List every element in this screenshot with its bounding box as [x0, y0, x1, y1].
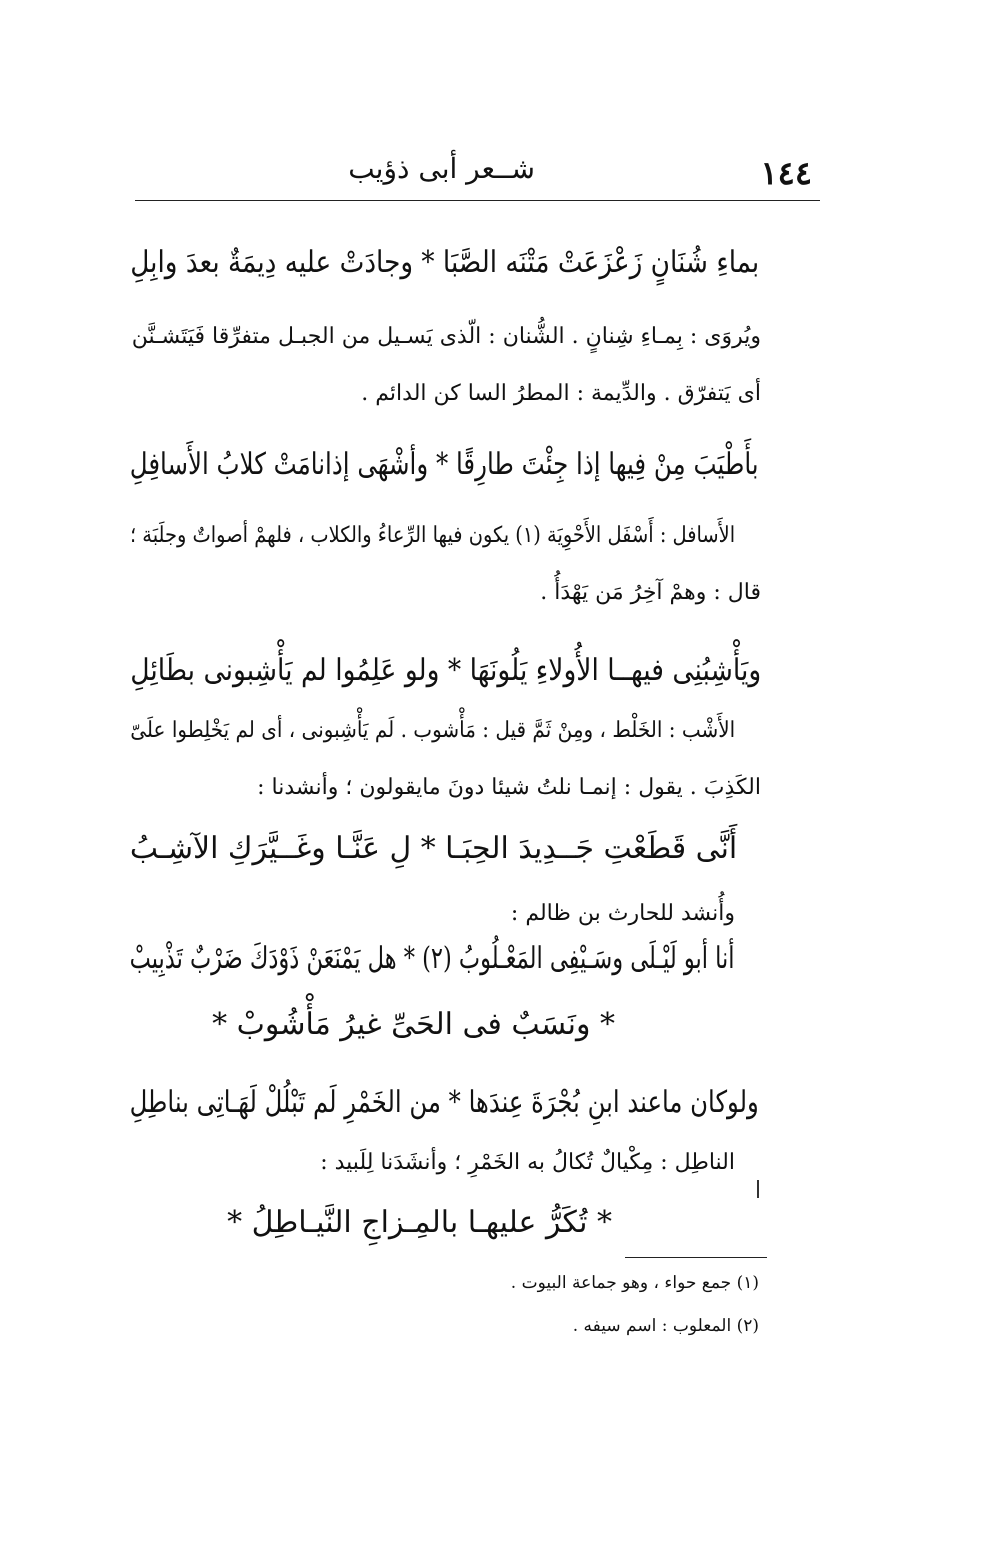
quoted-verse-line: * تُكَرُّ عليهـا بالمِـزاجِ النَّيـاطِلُ *: [227, 1205, 612, 1240]
footnote: (٢) المعلوب : اسم سيفه .: [572, 1316, 759, 1336]
quoted-verse-line: أنا أبو لَيْـلَى وسَـيْفِى المَعْـلُوبُ (٢) * هل يَمْنَعَنْ ذَوْدَكَ ضَرْبٌ تَذْبِيبْ: [130, 941, 735, 976]
verse-line: بماءِ شُنَانٍ زَعْزَعَتْ مَتْنَه الصَّبَا * وجادَتْ عليه دِيمَةٌ بعدَ وابِلِ: [129, 245, 759, 280]
footnote-rule: [625, 1257, 767, 1258]
verse-line: بأَطْيَبَ مِنْ فِيها إذا جِئْتَ طارِقًا * وأشْهَى إذانامَتْ كلابُ الأَسافِلِ: [130, 447, 759, 482]
commentary-line: الكَذِبَ . يقول : إنمـا نلتُ شيئا دونَ مايقولون ؛ وأنشدنا :: [257, 775, 761, 800]
margin-mark: [757, 1180, 759, 1198]
commentary-line: الناطِل : مِكْيالٌ تُكالُ به الخَمْرِ ؛ وأنشَدَنا لِلَبيد :: [320, 1150, 735, 1175]
commentary-line: قال : وهمْ آخِرُ مَن يَهْدَأُ .: [540, 580, 761, 605]
page-header: [135, 150, 820, 202]
commentary-line: ويُروَى : بِمـاءِ شِنانٍ . الشُّنان : الّذى يَسـيل من الجبـل متفرِّقا فَيَتَشـنَّن: [131, 324, 761, 349]
footnote: (١) جمع حواء ، وهو جماعة البيوت .: [510, 1273, 759, 1293]
commentary-line: وأُنشد للحارث بن ظالم :: [510, 901, 735, 926]
commentary-line: الأَشْب : الخَلْط ، ومِنْ ثَمَّ قيل : مَأْشوب . لَم يَأْشِبونى ، أى لم يَخْلِطوا علَىّ: [130, 718, 735, 743]
quoted-verse-line: * ونَسَبٌ فى الحَىِّ غيرُ مَأْشُوبْ *: [212, 1007, 615, 1042]
commentary-line: أى يَتفرّق . والدِّيمة : المطرُ السا كن الدائم .: [361, 381, 761, 406]
verse-line: ولوكان ماعند ابنِ بُجْرَةَ عِندَها * من الخَمْرِ لَم تَبْلُلْ لَهَـاتِى بناطِلِ: [129, 1085, 759, 1120]
quoted-verse-line: أَنَّى قَطَعْتِ جَــدِيدَ الحِبَـا * لِ عَنَّـا وغَــيَّرَكِ الآشِـبُ: [129, 831, 737, 866]
verse-line: ويَأْشِبُنِى فيهــا الأُولاءِ يَلُونَهَا * ولو عَلِمُوا لم يَأْشِبونى بطَائِلِ: [130, 653, 761, 688]
running-title: شــعر أبى ذؤيب: [348, 152, 535, 185]
header-rule: [135, 200, 820, 201]
commentary-line: الأَسافل : أَسْفَل الأَحْوِيَة (١) يكون فيها الرِّعاءُ والكلاب ، فلهمْ أصواتٌ وجلَبَة ؛: [129, 523, 735, 548]
page-number: ١٤٤: [760, 154, 812, 192]
